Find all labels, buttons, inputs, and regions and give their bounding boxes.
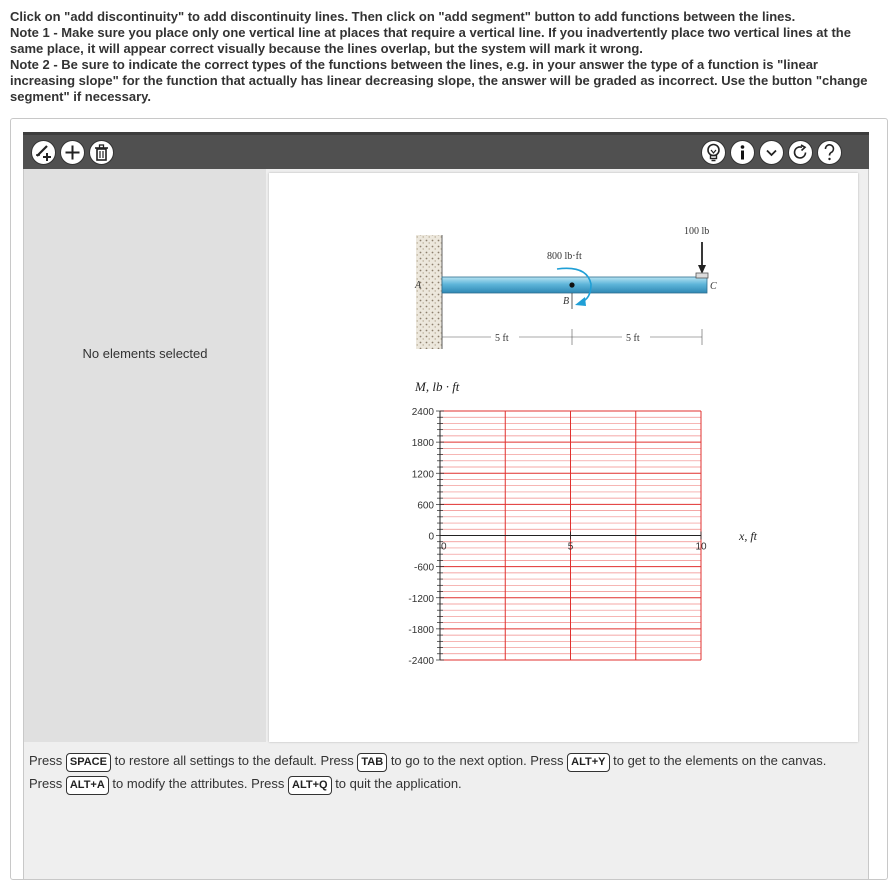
point-b-dot	[569, 282, 574, 287]
hint-button[interactable]	[701, 140, 726, 165]
wall-support	[416, 235, 442, 349]
redo-button[interactable]	[788, 140, 813, 165]
question-mark-icon	[821, 143, 838, 162]
help-text: Press	[29, 753, 63, 768]
help-button[interactable]	[817, 140, 842, 165]
plus-icon	[64, 144, 81, 161]
key-alt-q: ALT+Q	[288, 776, 332, 795]
point-c-label: C	[710, 281, 717, 292]
help-text: to go to the next option. Press	[390, 753, 564, 768]
y-tick-label: 1800	[411, 438, 434, 450]
y-tick-label: -1800	[408, 624, 434, 636]
keyboard-help	[29, 749, 849, 795]
moment-arrowhead	[575, 297, 586, 306]
key-alt-y: ALT+Y	[567, 753, 609, 772]
moment-label: 800 lb·ft	[547, 251, 582, 262]
force-label: 100 lb	[684, 226, 710, 237]
x-tick-label: 0	[441, 541, 447, 553]
info-button[interactable]	[730, 140, 755, 165]
add-segment-button[interactable]	[60, 140, 85, 165]
help-text: to get to the elements on the canvas. Press	[29, 753, 827, 791]
key-alt-a: ALT+A	[66, 776, 109, 795]
help-text: to quit the application.	[335, 776, 462, 791]
redo-icon	[792, 144, 809, 161]
chart-axes	[408, 407, 707, 667]
toolbar	[23, 132, 869, 169]
y-tick-label: -1200	[408, 593, 434, 605]
instruction-note2: Note 2 - Be sure to indicate the correct types of the functions between the lines, e.g. in your answer the type of a function is "linear increasing slope" for the function that actually has linear decreasing slope, the answer will be graded as incorrect. Use the button "change segment" if necessary.	[10, 57, 868, 104]
drawing-canvas[interactable]	[269, 173, 858, 742]
key-tab: TAB	[357, 753, 387, 772]
load-plate	[696, 273, 708, 278]
y-tick-label: 0	[428, 531, 434, 543]
y-axis-label: M, lb · ft	[415, 379, 460, 394]
y-tick-label: -2400	[408, 656, 434, 667]
trash-icon	[94, 144, 109, 161]
instructions	[10, 9, 882, 105]
key-space: SPACE	[66, 753, 111, 772]
workspace	[23, 169, 869, 879]
add-discontinuity-icon	[34, 143, 53, 162]
y-tick-label: 1200	[411, 469, 434, 481]
instruction-main: Click on "add discontinuity" to add discontinuity lines. Then click on "add segment" button to add functions between the lines.	[10, 9, 796, 24]
delete-button[interactable]	[89, 140, 114, 165]
y-tick-label: 2400	[411, 407, 434, 418]
dimension-label-2: 5 ft	[626, 333, 640, 344]
chevron-down-icon	[765, 146, 778, 159]
info-icon	[734, 144, 751, 161]
x-tick-label: 5	[567, 541, 574, 553]
instruction-note1: Note 1 - Make sure you place only one vertical line at places that require a vertical line. If you inadvertently place two vertical lines at the same place, it will appear correct visually because the lines overlap, but the system will mark it wrong.	[10, 25, 851, 56]
y-tick-label: 600	[417, 500, 434, 512]
dropdown-button[interactable]	[759, 140, 784, 165]
help-text: to modify the attributes. Press	[112, 776, 285, 791]
dimension-label-1: 5 ft	[495, 333, 509, 344]
help-text: to restore all settings to the default. Press	[114, 753, 354, 768]
x-axis-label: x, ft	[739, 529, 757, 543]
point-a-label: A	[415, 280, 422, 291]
y-tick-label: -600	[413, 562, 434, 574]
app-frame	[10, 118, 888, 880]
properties-panel	[24, 169, 266, 742]
point-b-label: B	[563, 296, 570, 307]
lightbulb-icon	[705, 143, 722, 162]
add-discontinuity-button[interactable]	[31, 140, 56, 165]
x-tick-label: 10	[695, 541, 707, 553]
beam-diagram	[269, 173, 858, 742]
selection-status: No elements selected	[82, 346, 208, 361]
